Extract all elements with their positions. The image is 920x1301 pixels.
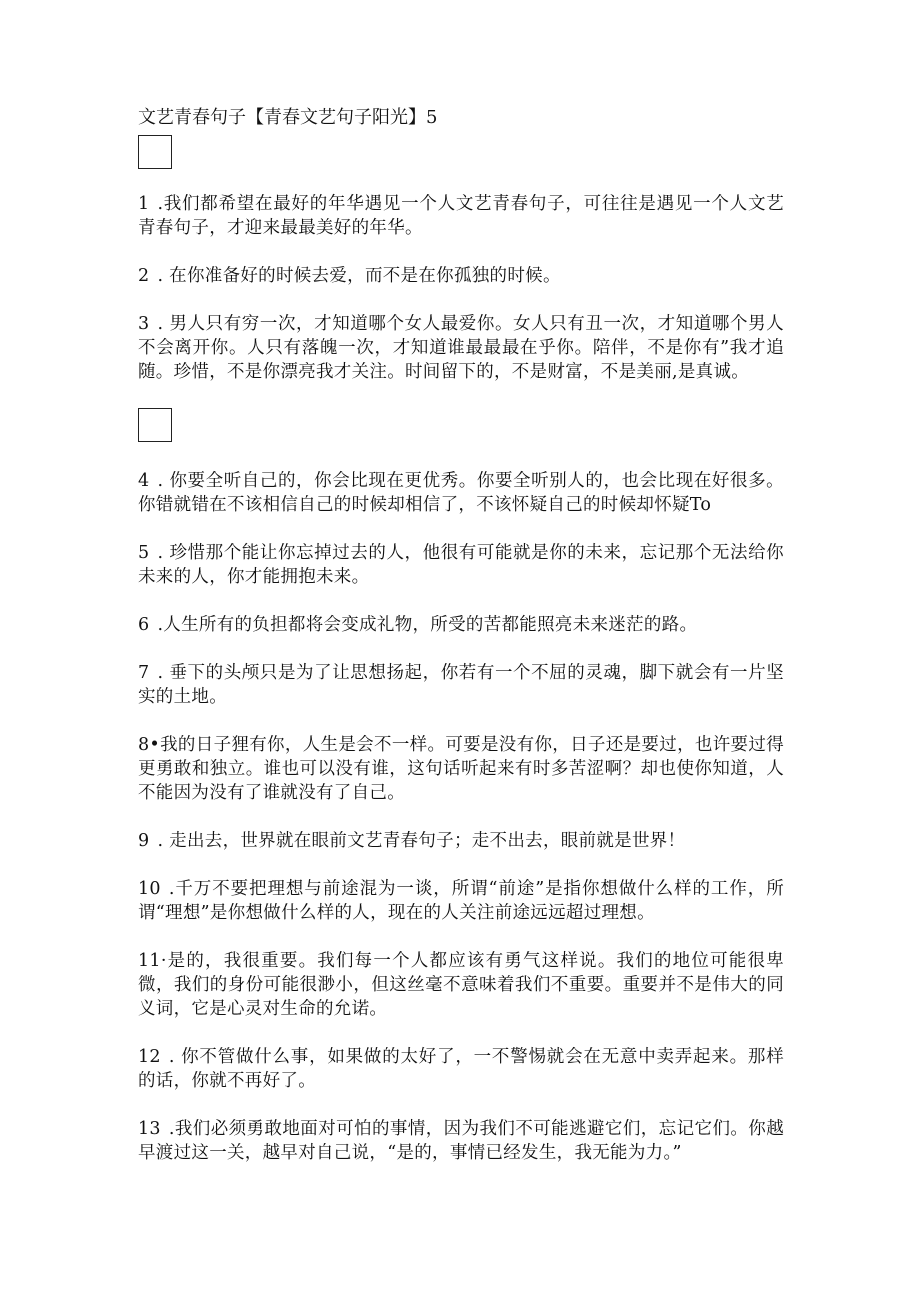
item-text: . 男人只有穷一次，才知道哪个女人最爱你。女人只有丑一次，才知道哪个男人不会离开你。人只有落魄一次，才知道谁最最最在乎你。陪伴，不是你有”我才追随。珍惜，不是你漂亮我才关注。时间留下的，不是财富，不是美丽,是真诚。 [138, 314, 784, 382]
list-item [138, 613, 784, 637]
list-item [138, 829, 784, 853]
item-number: 5 [138, 543, 150, 563]
item-text: 我的日子狸有你，人生是会不一样。可要是没有你，日子还是要过，也许要过得更勇敢和独立。谁也可以没有谁，这句话听起来有时多苦涩啊？却也使你知道，人不能因为没有了谁就没有了自己。 [138, 735, 784, 803]
list-item [138, 1045, 784, 1093]
list-item [138, 661, 784, 709]
item-number: 12 [138, 1047, 161, 1067]
item-number: 2 [138, 266, 150, 286]
image-placeholder-box [138, 408, 172, 442]
document-title: 文艺青春句子【青春文艺句子阳光】5 [138, 107, 438, 128]
item-number: 7 [138, 663, 150, 683]
list-item [138, 1117, 784, 1165]
item-text: 是的，我很重要。我们每一个人都应该有勇气这样说。我们的地位可能很卑微，我们的身份可能很渺小，但这丝毫不意味着我们不重要。重要并不是伟大的同义词，它是心灵对生命的允诺。 [138, 951, 784, 1019]
item-text: . 你不管做什么事，如果做的太好了，一不警惕就会在无意中卖弄起来。那样的话，你就不再好了。 [138, 1047, 784, 1091]
list-item [138, 877, 784, 925]
item-text: . 走出去，世界就在眼前文艺青春句子；走不出去，眼前就是世界！ [157, 831, 686, 851]
item-text: .人生所有的负担都将会变成礼物，所受的苦都能照亮未来迷茫的路。 [157, 615, 698, 635]
item-number: 9 [138, 831, 150, 851]
item-number: 11· [138, 951, 167, 971]
list-item [138, 264, 784, 288]
list-item [138, 949, 784, 1021]
item-text: .我们必须勇敢地面对可怕的事情，因为我们不可能逃避它们，忘记它们。你越早渡过这一关，越早对自己说，“是的，事情已经发生，我无能为力。” [138, 1119, 784, 1163]
item-number: 3 [138, 314, 150, 334]
list-item [138, 541, 784, 589]
list-item [138, 192, 784, 240]
item-text: . 珍惜那个能让你忘掉过去的人，他很有可能就是你的未来，忘记那个无法给你未来的人，你才能拥抱未来。 [138, 543, 784, 587]
item-number: 4 [138, 471, 150, 491]
item-text: . 垂下的头颅只是为了让思想扬起，你若有一个不屈的灵魂，脚下就会有一片坚实的土地。 [138, 663, 784, 707]
document-page [138, 104, 784, 1189]
list-item [138, 469, 784, 517]
list-item [138, 733, 784, 805]
image-placeholder-box [138, 135, 172, 169]
list-item [138, 312, 784, 384]
item-number: 10 [138, 879, 161, 899]
item-text: .我们都希望在最好的年华遇见一个人文艺青春句子，可往往是遇见一个人文艺青春句子，才迎来最最美好的年华。 [138, 194, 784, 238]
item-number: 6 [138, 615, 150, 635]
item-number: 1 [138, 194, 150, 214]
item-number: 13 [138, 1119, 161, 1139]
item-text: . 在你准备好的时候去爱，而不是在你孤独的时候。 [157, 266, 561, 286]
item-number: 8• [138, 735, 161, 755]
item-text: . 你要全听自己的，你会比现在更优秀。你要全听别人的，也会比现在好很多。你错就错在不该相信自己的时候却相信了，不该怀疑自己的时候却怀疑To [138, 471, 784, 515]
item-text: .千万不要把理想与前途混为一谈，所谓“前途”是指你想做什么样的工作，所谓“理想”是你想做什么样的人，现在的人关注前途远远超过理想。 [138, 879, 784, 923]
